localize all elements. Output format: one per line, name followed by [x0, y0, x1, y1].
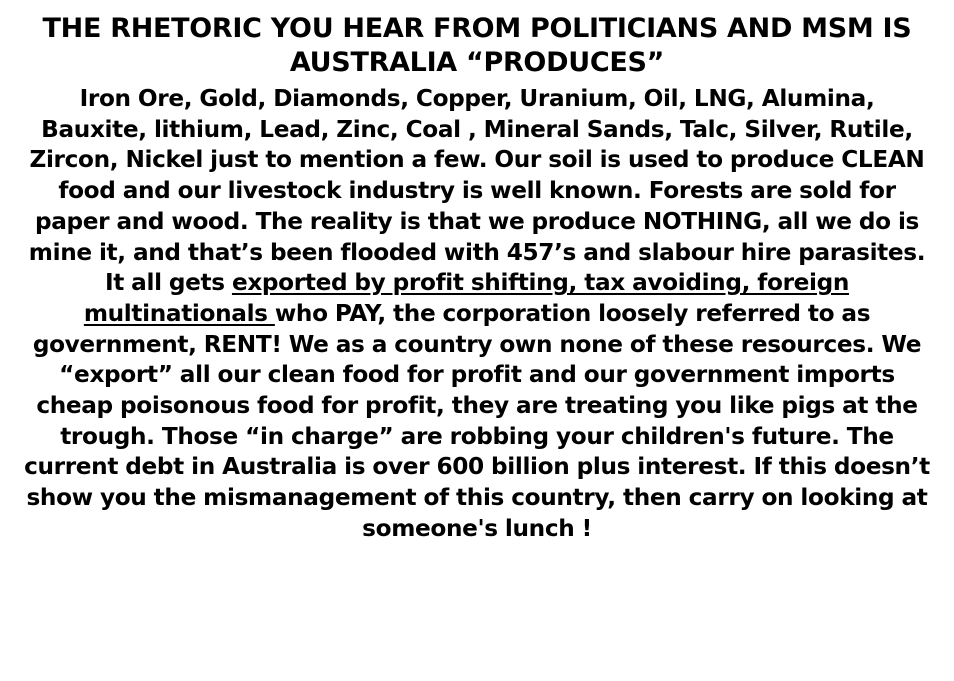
body-line-13: current debt in Australia is over 600 billion plus interest. If this doesn’t [24, 453, 930, 481]
body-paragraph [6, 84, 948, 545]
title-line-1: THE RHETORIC YOU HEAR FROM POLITICIANS AND MSM IS [42, 13, 912, 44]
body-line-9: government, RENT! We as a country own none of these resources. We [32, 330, 922, 358]
body-line-5: paper and wood. The reality is that we produce NOTHING, all we do is [35, 207, 919, 235]
slide-title [6, 12, 948, 80]
underlined-phrase-1: exported by profit shifting, tax avoiding, foreign [231, 269, 850, 297]
body-line-12: trough. Those “in charge” are robbing your children's future. The [60, 422, 894, 450]
body-line-11: cheap poisonous food for profit, they are treating you like pigs at the [36, 392, 918, 420]
body-line-8-plain: who PAY, the corporation loosely referred to as [274, 299, 871, 327]
body-line-10: “export” all our clean food for profit and our government imports [59, 361, 895, 389]
body-line-4: food and our livestock industry is well known. Forests are sold for [58, 177, 896, 205]
body-line-1: Iron Ore, Gold, Diamonds, Copper, Uranium, Oil, LNG, Alumina, [79, 85, 875, 112]
body-line-7 [6, 268, 948, 299]
body-line-6: mine it, and that’s been flooded with 457’s and slabour hire parasites. [28, 238, 926, 266]
body-line-3: Zircon, Nickel just to mention a few. Our soil is used to produce CLEAN [29, 146, 925, 174]
body-line-2: Bauxite, lithium, Lead, Zinc, Coal , Mineral Sands, Talc, Silver, Rutile, [41, 115, 913, 143]
body-line-15: someone's lunch ! [362, 514, 592, 542]
title-line-2: AUSTRALIA “PRODUCES” [289, 47, 665, 78]
body-line-14: show you the mismanagement of this country, then carry on looking at [26, 484, 928, 512]
body-line-8 [6, 299, 948, 330]
underlined-phrase-2: multinationals [83, 299, 275, 327]
body-line-7-plain: It all gets [104, 269, 232, 297]
